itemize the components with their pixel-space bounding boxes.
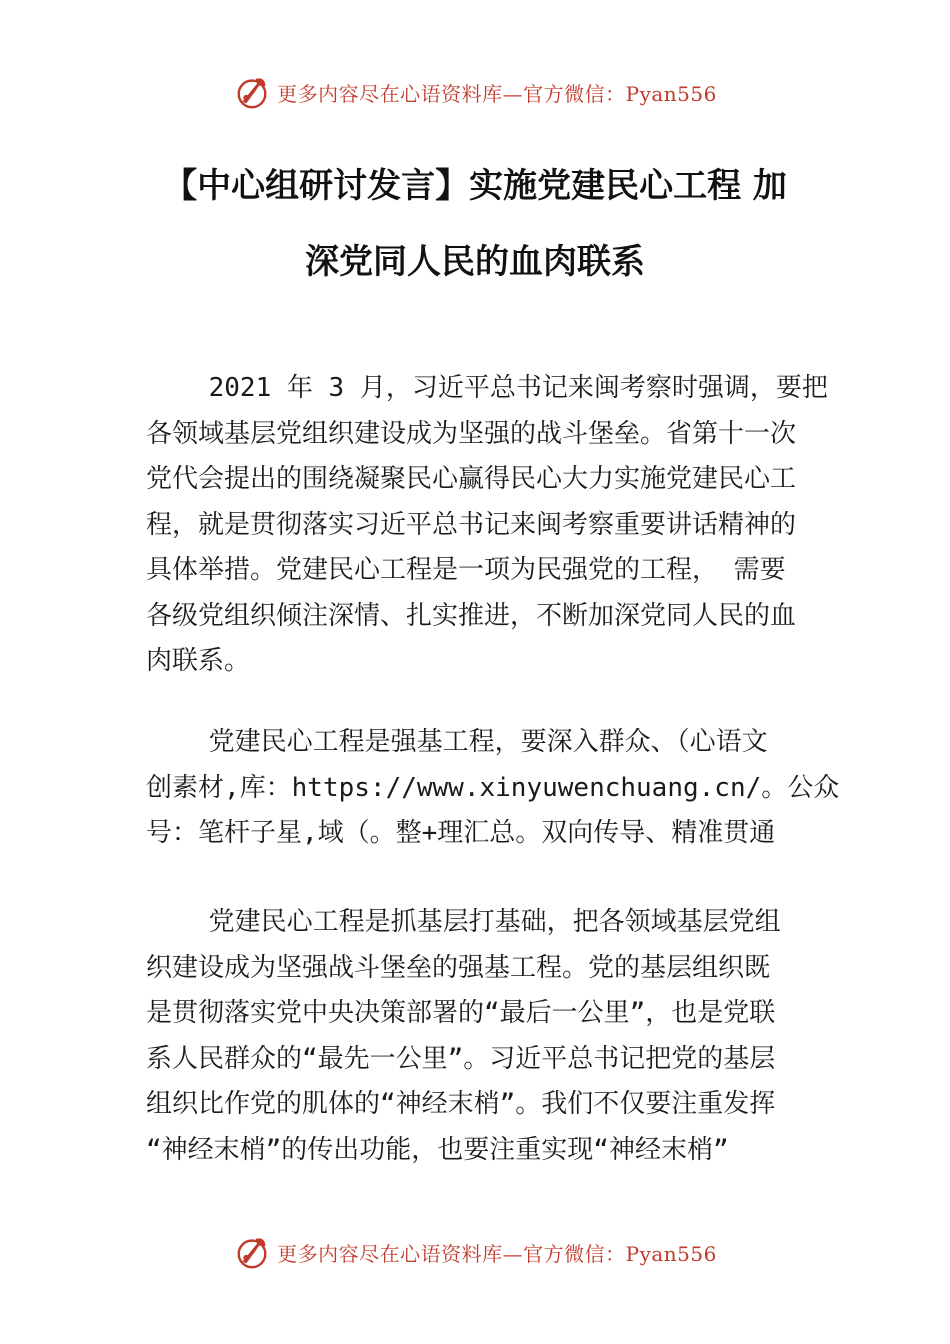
text-line: 各领域基层党组织建设成为坚强的战斗堡垒。省第十一次: [146, 418, 797, 449]
text-line: 各级党组织倾注深情、扎实推进，不断加深党同人民的血: [146, 600, 797, 631]
paragraph-2: [146, 720, 840, 857]
header-banner: [0, 70, 950, 114]
text-line: 织建设成为坚强战斗堡垒的强基工程。党的基层组织既: [146, 952, 771, 983]
text-line: 程，就是贯彻落实习近平总书记来闽考察重要讲话精神的: [146, 509, 797, 540]
quill-logo-icon: [233, 73, 271, 111]
text-line: 系人民群众的“最先一公里”。习近平总书记把党的基层: [146, 1043, 776, 1074]
footer-banner: [0, 1230, 950, 1274]
text-line: 具体举措。党建民心工程是一项为民强党的工程， 需要: [146, 555, 786, 585]
title-line: 深党同人民的血肉联系: [305, 242, 645, 282]
header-banner-text: 更多内容尽在心语资料库—官方微信：Pyan556: [277, 81, 717, 106]
text-line: 党代会提出的围绕凝聚民心赢得民心大力实施党建民心工: [146, 464, 797, 494]
text-line: 号：笔杆子星,域（。整+理汇总。双向传导、精准贯通: [146, 818, 776, 848]
text-line: 肉联系。: [146, 646, 251, 676]
text-line: “神经末梢”的传出功能，也要注重实现“神经末梢”: [146, 1134, 729, 1165]
quill-logo-icon: [233, 1233, 271, 1271]
text-line: 党建民心工程是抓基层打基础，把各领域基层党组: [146, 907, 781, 937]
paragraph-3: [146, 900, 826, 1173]
text-line: 组织比作党的肌体的“神经末梢”。我们不仅要注重发挥: [146, 1089, 776, 1119]
title-line: 【中心组研讨发言】实施党建民心工程 加: [163, 166, 787, 206]
text-line: 创素材,库：https://www.xinyuwenchuang.cn/。公众: [146, 772, 840, 803]
text-line: 是贯彻落实党中央决策部署的“最后一公里”，也是党联: [146, 998, 776, 1028]
text-line: 党建民心工程是强基工程，要深入群众、（心语文: [146, 727, 768, 757]
document-title: [60, 148, 890, 300]
paragraph-1: [146, 366, 826, 685]
text-line: 2021 年 3 月，习近平总书记来闽考察时强调，要把: [146, 373, 828, 403]
footer-banner-text: 更多内容尽在心语资料库—官方微信：Pyan556: [277, 1241, 717, 1266]
